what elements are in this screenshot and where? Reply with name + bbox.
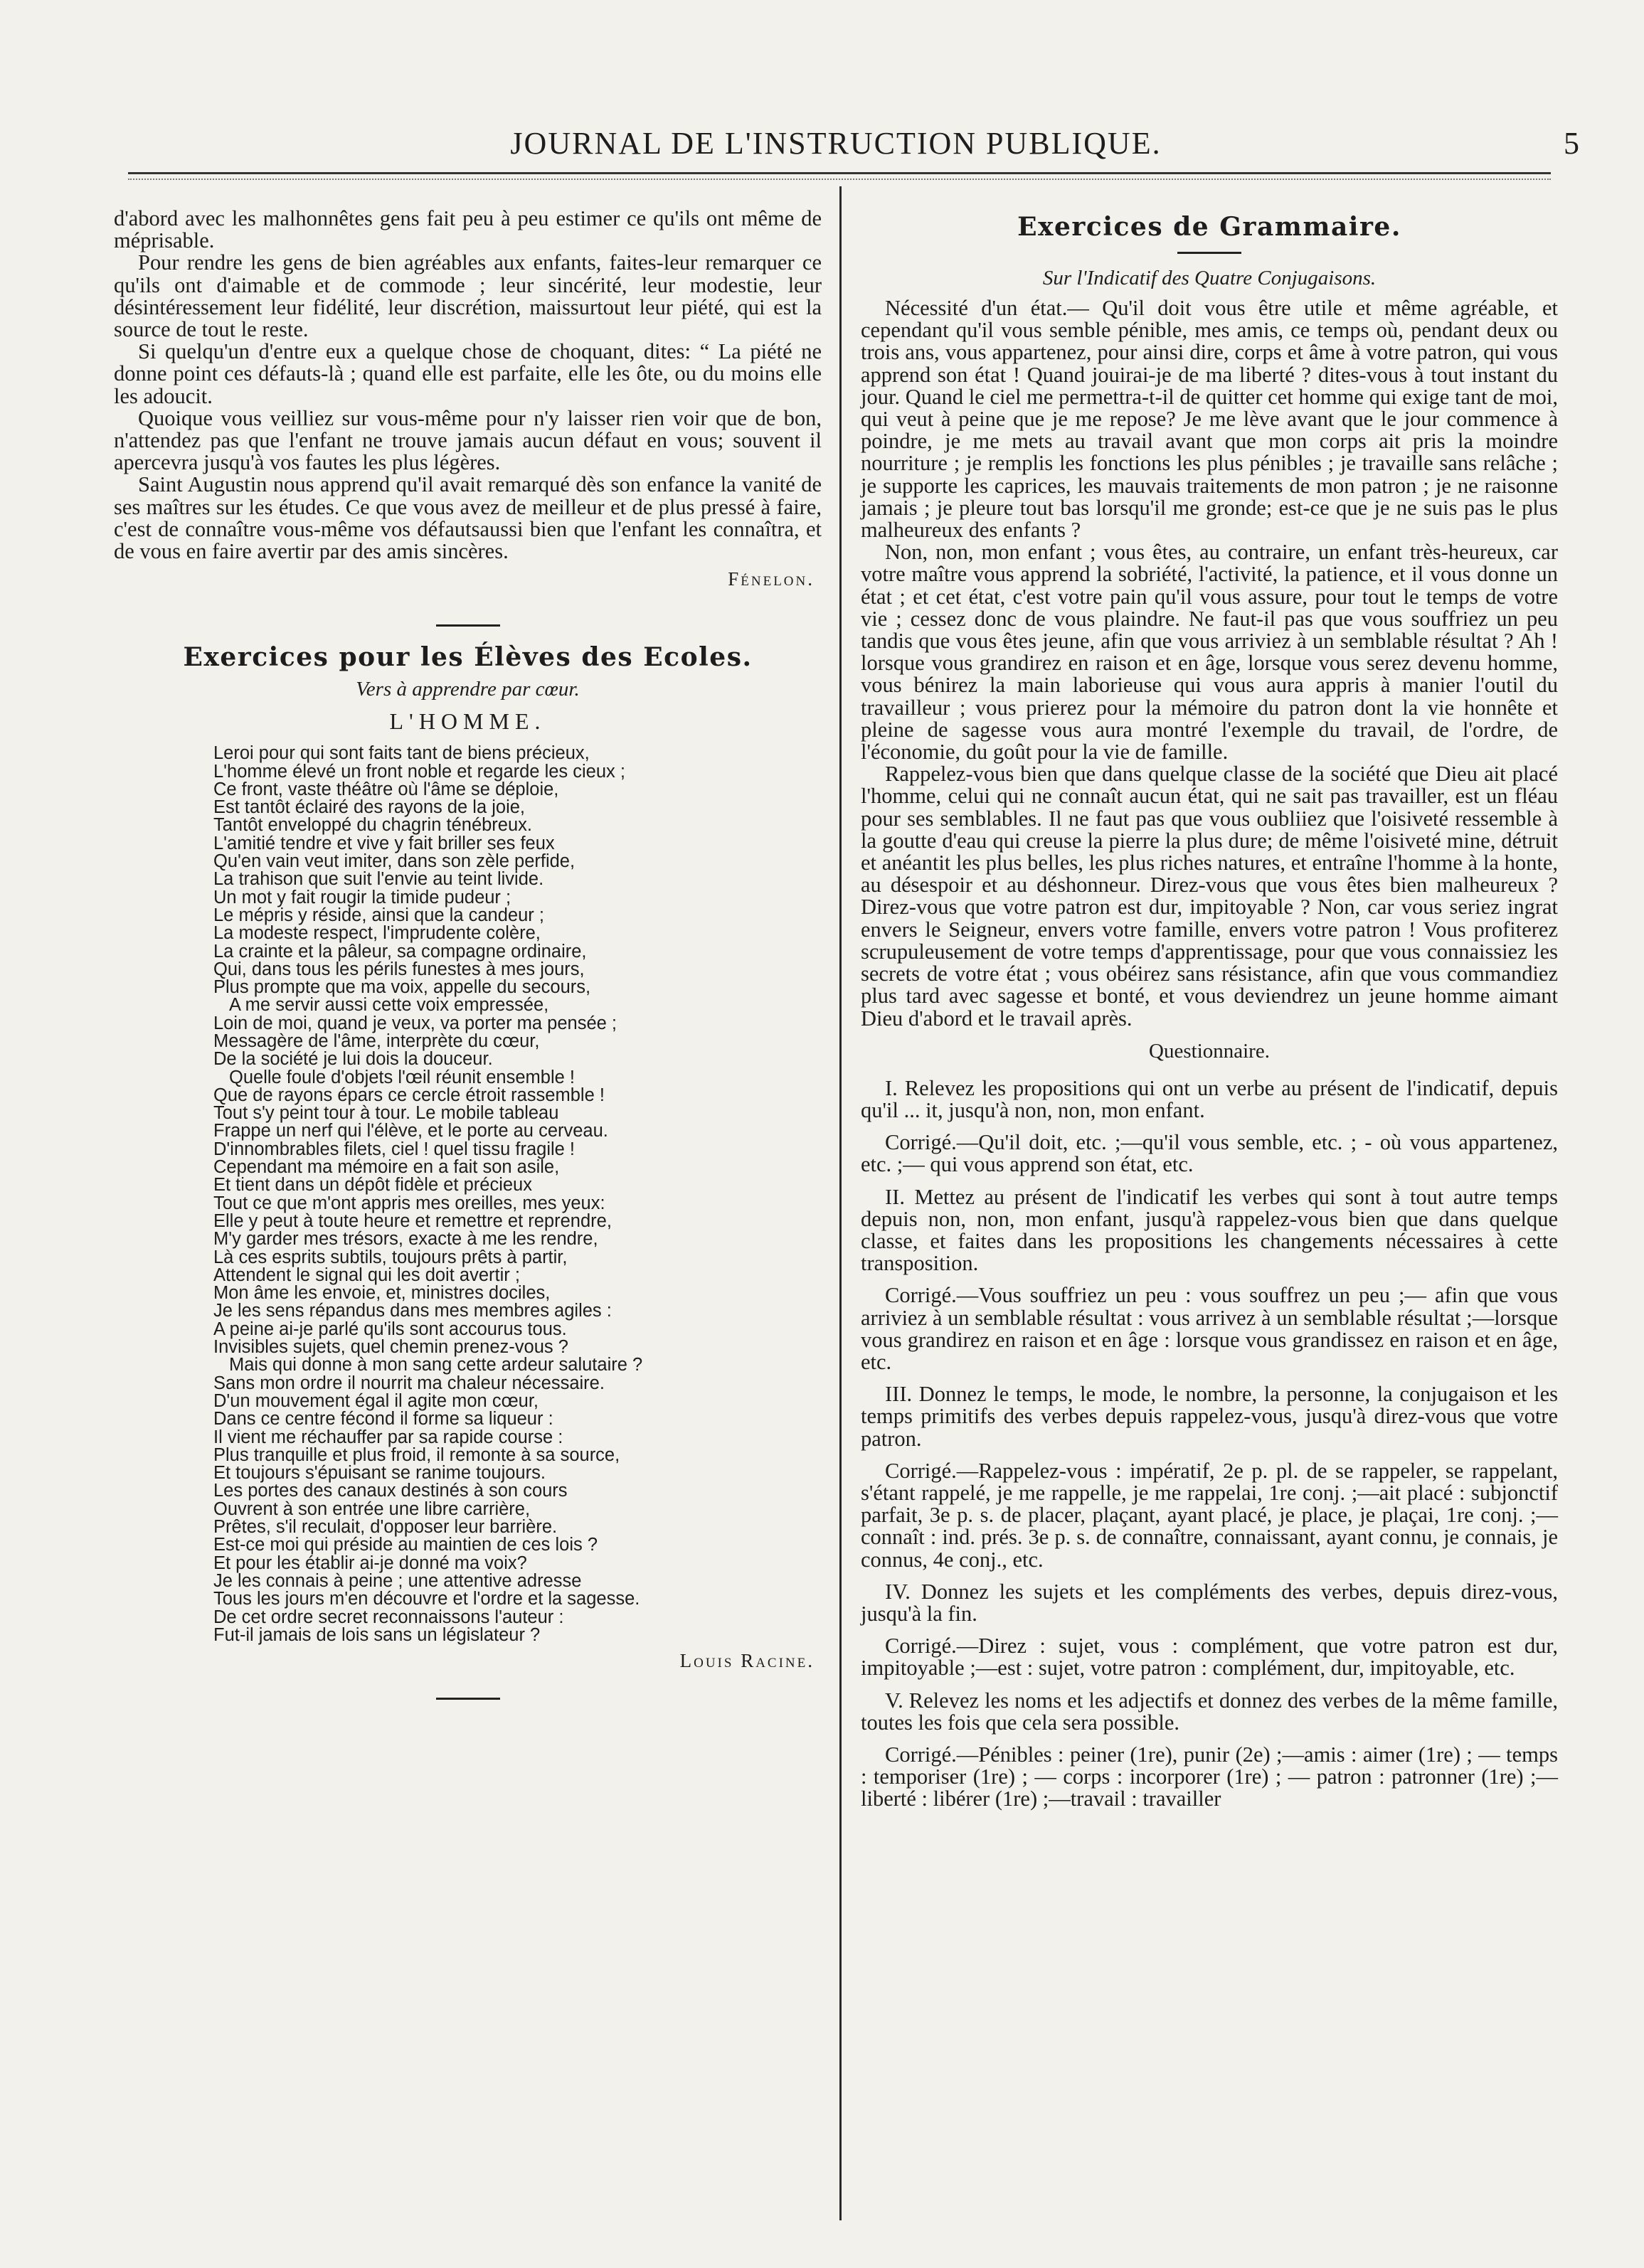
poem-line: De la société je lui dois la douceur.	[213, 1049, 493, 1070]
poem-line: Tantôt enveloppé du chagrin ténébreux.	[213, 815, 532, 836]
poem-line: Et toujours s'épuisant se ranime toujours.	[213, 1463, 546, 1484]
paragraph: Rappelez-vous bien que dans quelque classe de la société que Dieu ait placé l'homme, celui qui ne connaît aucun état, qui ne sait pas travailler, est un fléau pour ses semblables. Il ne faut pas que vous oubliiez que l'oisiveté ressemble à la goutte d'eau qui creuse la pierre la plus dure; de même l'oisiveté mine, détruit et anéantit les plus belles, les plus riches natures, et entraîne l'homme à la honte, au désespoir et au déshonneur. Direz-vous que vous êtes bien malheureux ? Direz-vous que votre patron est dur, impitoyable ? Non, car vous seriez ingrat envers le Seigneur, envers votre famille, envers votre patron ! Vous profiterez scrupuleusement de votre temps d'apprentissage, pour que vous connaissiez les secrets de votre état ; vous obéirez sans résistance, afin que vous commandiez plus tard avec sagesse et bonté, et vous deviendrez un jeune homme aimant Dieu d'abord et le travail après.	[861, 762, 1558, 1031]
poem-line: Tout s'y peint tour à tour. Le mobile tableau	[213, 1103, 559, 1124]
poem-line: Attendent le signal qui les doit avertir ;	[213, 1265, 520, 1285]
poem-line: Je les connais à peine ; une attentive adresse	[213, 1570, 582, 1591]
paragraph: Quoique vous veilliez sur vous-même pour n'y laisser rien voir que de bon, n'attendez pas que l'enfant ne trouve jamais aucun défaut en vous; souvent il apercevra jusqu'à vos fautes les plus légères.	[114, 405, 822, 475]
poem-line: Les portes des canaux destinés à son cours	[213, 1481, 568, 1501]
poem-line: Leroi pour qui sont faits tant de biens précieux,	[213, 743, 590, 764]
section-title: Exercices de Grammaire.	[1017, 212, 1401, 242]
poem-line: D'innombrables filets, ciel ! quel tissu fragile !	[213, 1139, 576, 1159]
poem-line: D'un mouvement égal il agite mon cœur,	[213, 1390, 539, 1411]
answer: Corrigé.—Direz : sujet, vous : complément, que votre patron est dur, impitoyable ;—est : sujet, votre patron : complément, dur, impitoyable, etc.	[861, 1634, 1558, 1681]
poem-line: Le mépris y réside, ainsi que la candeur ;	[213, 905, 544, 925]
header-rule	[128, 172, 1551, 180]
questionnaire-title: Questionnaire.	[1149, 1039, 1270, 1063]
answer: Corrigé.—Qu'il doit, etc. ;—qu'il vous semble, etc. ; - où vous appartenez, etc. ;— qui vous apprend son état, etc.	[861, 1130, 1558, 1177]
poem-line: Qui, dans tous les périls funestes à mes jours,	[213, 959, 585, 979]
question: IV. Donnez les sujets et les compléments des verbes, depuis direz-vous, jusqu'à la fin.	[861, 1579, 1558, 1626]
poem-line: Là ces esprits subtils, toujours prêts à partir,	[213, 1247, 568, 1267]
poem-line: Et tient dans un dépôt fidèle et précieux	[213, 1175, 532, 1196]
paragraph: Pour rendre les gens de bien agréables aux enfants, faites-leur remarquer ce qu'ils ont d'aimable et de commode ; leur sincérité, leur modestie, leur désintéressement leur fidélité, leur discrétion, maissurtout leur piété, qui est la source de tout le reste.	[114, 250, 822, 342]
section-title: Exercices pour les Élèves des Ecoles.	[183, 642, 753, 673]
left-column	[114, 208, 822, 1700]
poem-line: Frappe un nerf qui l'élève, et le porte au cerveau.	[213, 1121, 608, 1141]
poem-signature: Louis Racine.	[679, 1650, 815, 1672]
poem-line: Tous les jours m'en découvre et l'ordre et la sagesse.	[213, 1589, 640, 1609]
poem-line: Dans ce centre fécond il forme sa liqueur :	[213, 1409, 553, 1430]
question: I. Relevez les propositions qui ont un verbe au présent de l'indicatif, depuis qu'il ... it, jusqu'à non, non, mon enfant.	[861, 1075, 1558, 1122]
poem-line: La crainte et la pâleur, sa compagne ordinaire,	[213, 941, 587, 962]
poem-line: Invisibles sujets, quel chemin prenez-vous ?	[213, 1337, 568, 1358]
poem-line: Ce front, vaste théâtre où l'âme se déploie,	[213, 779, 559, 799]
answer: Corrigé.—Rappelez-vous : impératif, 2e p. pl. de se rappeler, se rappelant, s'étant rappelé, je me rappelle, je me rappelai, 1re conj. ;—ait placé : subjonctif parfait, 3e p. s. de placer, plaçant, ayant placé, je place, je plaçai, 1re conj. ;—connaît : ind. prés. 3e p. s. de connaître, connaissant, ayant connu, je connais, je connus, 4e conj., etc.	[861, 1458, 1558, 1572]
signature: Fénelon.	[728, 568, 815, 590]
poem-line: Elle y peut à toute heure et remettre et reprendre,	[213, 1210, 612, 1231]
poem-line: Et pour les établir ai-je donné ma voix?	[213, 1553, 527, 1573]
poem-line: L'amitié tendre et vive y fait briller ses feux	[213, 833, 555, 853]
paragraph: Nécessité d'un état.— Qu'il doit vous être utile et même agréable, et cependant qu'il vous semble pénible, mes amis, ce temps où, pendant deux ou trois ans, vous appartenez, pour ainsi dire, corps et âme à votre patron, qui vous apprend son état ! Quand jouirai-je de ma liberté ? dites-vous à tout instant du jour. Quand le ciel me permettra-t-il de quitter cet homme qui exige tant de moi, qui veut à peine que je me repose? Je me lève avant que le jour commence à poindre, je me mets au travail avant que mon corps ait pris la moindre nourriture ; je remplis les fonctions les plus pénibles ; je travaille sans relâche ; je supporte les caprices, les mauvais traitements de mon patron ; je ne raisonne jamais ; je pleure tout bas lorsqu'il me gronde; est-ce que je ne suis pas le plus malheureux des enfants ?	[861, 296, 1558, 543]
section-subtitle: Vers à apprendre par cœur.	[356, 678, 580, 701]
right-column	[861, 208, 1558, 1811]
poem-line: Qu'en vain veut imiter, dans son zèle perfide,	[213, 851, 576, 872]
journal-title: JOURNAL DE L'INSTRUCTION PUBLIQUE.	[510, 126, 1162, 161]
poem-line: Ouvrent à son entrée une libre carrière,	[213, 1498, 531, 1519]
poem-line: Messagère de l'âme, interprète du cœur,	[213, 1031, 540, 1051]
page-number: 5	[1564, 126, 1579, 161]
poem-line: Sans mon ordre il nourrit ma chaleur nécessaire.	[213, 1373, 605, 1393]
column-divider	[839, 186, 842, 2220]
poem-line: Plus tranquille et plus froid, il remonte à sa source,	[213, 1444, 620, 1465]
poem-line: Cependant ma mémoire en a fait son asile,	[213, 1157, 560, 1178]
poem-line: Est-ce moi qui préside au maintien de ces lois ?	[213, 1535, 598, 1555]
poem-line: A peine ai-je parlé qu'ils sont accourus tous.	[213, 1319, 567, 1339]
section-rule	[436, 1698, 500, 1700]
poem-line: Plus prompte que ma voix, appelle du secours,	[213, 977, 591, 998]
poem-title: L'HOMME.	[389, 708, 546, 735]
question: V. Relevez les noms et les adjectifs et donnez des verbes de la même famille, toutes les fois que cela sera possible.	[861, 1688, 1558, 1735]
poem-line: De cet ordre secret reconnaissons l'auteur :	[213, 1607, 564, 1627]
paragraph: d'abord avec les malhonnêtes gens fait peu à peu estimer ce qu'ils ont même de méprisable.	[114, 206, 822, 253]
poem-line: Que de rayons épars ce cercle étroit rassemble !	[213, 1085, 605, 1105]
answer: Corrigé.—Pénibles : peiner (1re), punir (2e) ;—amis : aimer (1re) ; — temps : temporiser (1re) ; — corps : incorporer (1re) ; — patron : patronner (1re) ;—liberté : libérer (1re) ;—travail : travailler	[861, 1742, 1558, 1811]
poem-line: Mon âme les envoie, et, ministres dociles,	[213, 1283, 551, 1304]
poem-line: Un mot y fait rougir la timide pudeur ;	[213, 887, 511, 907]
poem-line: La modeste respect, l'imprudente colère,	[213, 923, 541, 944]
question: III. Donnez le temps, le mode, le nombre, la personne, la conjugaison et les temps primitifs des verbes depuis rappelez-vous, jusqu'à direz-vous que votre patron.	[861, 1382, 1558, 1451]
poem-line: Fut-il jamais de lois sans un législateur ?	[213, 1624, 541, 1645]
answer: Corrigé.—Vous souffriez un peu : vous souffrez un peu ;— afin que vous arriviez à un semblable résultat : vous arrivez à un semblable résultat ;—lorsque vous grandirez en raison et en âge : lorsque vous grandissez en raison et en âge, etc.	[861, 1283, 1558, 1374]
paragraph: Saint Augustin nous apprend qu'il avait remarqué dès son enfance la vanité de ses maîtres sur les études. Ce que vous avez de meilleur et de plus pressé à faire, c'est de connaître vous-même vos défautsaussi bien que l'enfant les connaîtra, et de vous en faire avertir par des amis sincères.	[114, 472, 822, 564]
poem-line: M'y garder mes trésors, exacte à me les rendre,	[213, 1229, 598, 1250]
poem-line: Loin de moi, quand je veux, va porter ma pensée ;	[213, 1013, 617, 1033]
poem-line: Prêtes, s'il reculait, d'opposer leur barrière.	[213, 1517, 558, 1538]
poem-line: Il vient me réchauffer par sa rapide course :	[213, 1427, 563, 1447]
poem-line: A me servir aussi cette voix empressée,	[229, 995, 549, 1016]
section-subtitle: Sur l'Indicatif des Quatre Conjugaisons.	[1042, 267, 1377, 289]
paragraph: Non, non, mon enfant ; vous êtes, au contraire, un enfant très-heureux, car votre maître vous apprend la sobriété, l'activité, la patience, et il vous donne un état ; et cet état, c'est votre pain qu'il vous assure, pour tout le temps de votre vie ; cessez donc de vous plaindre. Ne faut-il pas que vous souffriez un peu tandis que vous êtes jeune, afin que vous arriviez à un semblable résultat ? Ah ! lorsque vous grandirez en raison et en âge, lorsque vous serez devenu homme, vous bénirez la main laborieuse qui vous aura appris à manier l'outil du travailleur ; vous prierez pour la mémoire du patron dont la vie honnête et pleine de sagesse vous aura montré l'exemple du travail, de l'ordre, de l'économie, du goût pour la vie de famille.	[861, 540, 1558, 765]
poem-line: L'homme élevé un front noble et regarde les cieux ;	[213, 761, 625, 782]
poem-line: Je les sens répandus dans mes membres agiles :	[213, 1301, 612, 1321]
poem-line: Quelle foule d'objets l'œil réunit ensemble !	[229, 1067, 575, 1087]
poem-line: Est tantôt éclairé des rayons de la joie,	[213, 797, 525, 818]
poem	[213, 745, 822, 1644]
page-header	[114, 119, 1579, 165]
poem-line: La trahison que suit l'envie au teint livide.	[213, 869, 544, 890]
paragraph: Si quelqu'un d'entre eux a quelque chose de choquant, dites: “ La piété ne donne point ces défauts-là ; quand elle est parfaite, elle les ôte, ou du moins elle les adoucit.	[114, 339, 822, 408]
question: II. Mettez au présent de l'indicatif les verbes qui sont à tout autre temps depuis non, non, mon enfant, jusqu'à rappelez-vous bien que dans quelque classe, et faites dans les propositions les changements nécessaires à cette transposition.	[861, 1184, 1558, 1276]
poem-line: Tout ce que m'ont appris mes oreilles, mes yeux:	[213, 1193, 605, 1213]
poem-line: Mais qui donne à mon sang cette ardeur salutaire ?	[229, 1355, 643, 1375]
